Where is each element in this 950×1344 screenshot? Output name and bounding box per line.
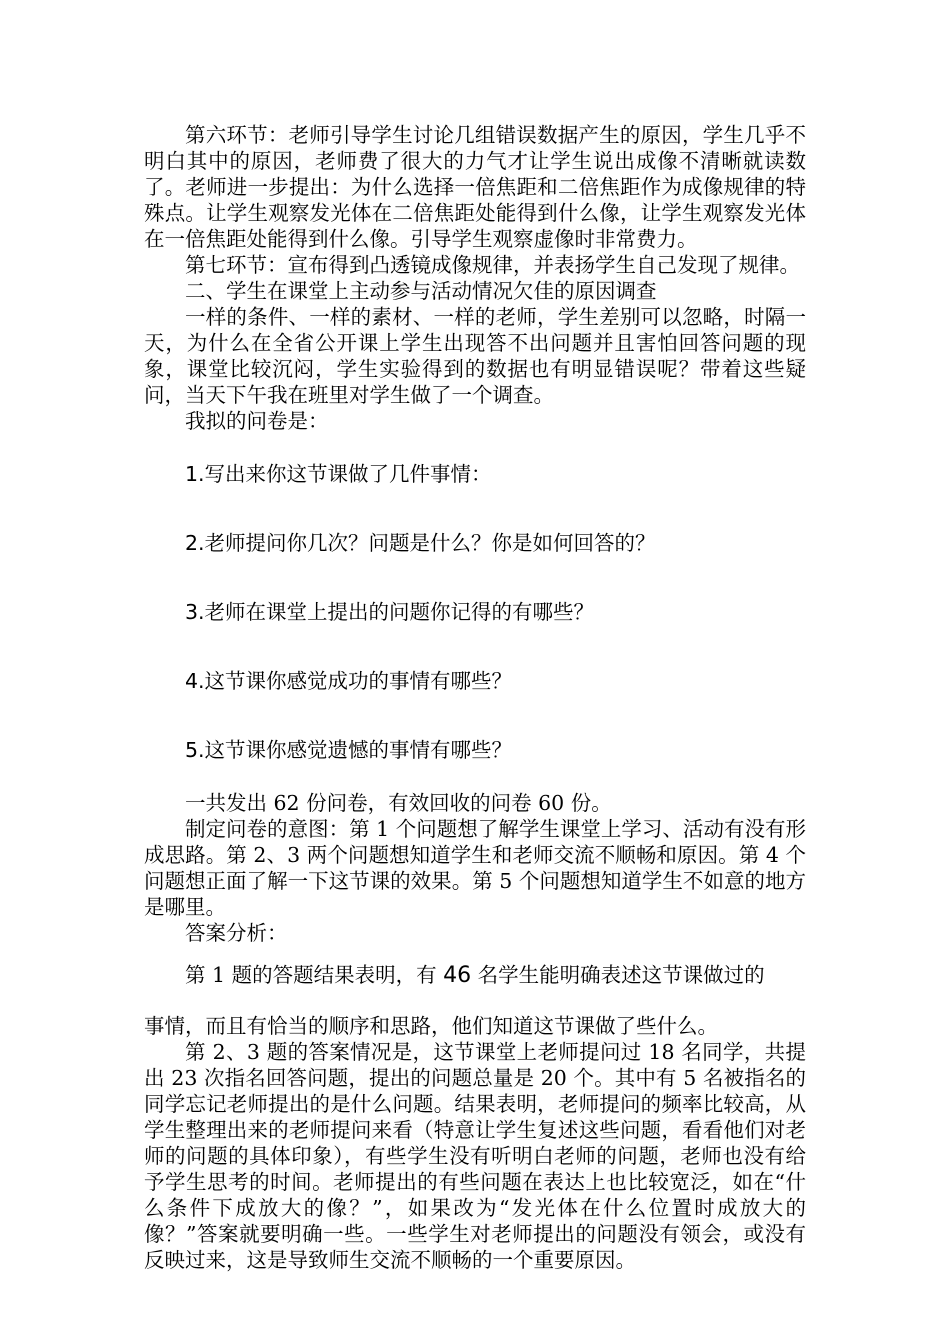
question-item: 5.这节课你感觉遗憾的事情有哪些？	[185, 738, 513, 762]
paragraph-step-seven: 第七环节：宣布得到凸透镜成像规律，并表扬学生自己发现了规律。	[185, 253, 800, 277]
paragraph-q1-result-cont: 事情，而且有恰当的顺序和思路，他们知道这节课做了些什么。	[144, 1014, 718, 1038]
q1-result-text-a: 第 1 题的答题结果表明，有	[185, 963, 444, 987]
q1-result-count: 46	[443, 963, 472, 988]
q1-result-text-b: 名学生能明确表述这节课做过的	[471, 963, 765, 987]
question-item: 2.老师提问你几次？问题是什么？你是如何回答的？	[185, 531, 656, 555]
question-item: 3.老师在课堂上提出的问题你记得的有哪些？	[185, 600, 595, 624]
question-item: 4.这节课你感觉成功的事情有哪些？	[185, 669, 513, 693]
document-page	[144, 122, 806, 1273]
paragraph-questionnaire-label: 我拟的问卷是：	[185, 409, 329, 433]
paragraph-answer-analysis-label: 答案分析：	[185, 921, 288, 945]
paragraph-q1-result	[144, 962, 806, 989]
paragraph-questionnaire-intent: 制定问卷的意图：第 1 个问题想了解学生课堂上学习、活动有没有形成思路。第 2、3 两个问题想知道学生和老师交流不顺畅和原因。第 4 个问题想正面了解一下这节课的效果。第 5 个问题想知道学生不如意的地方是哪里。	[144, 817, 806, 919]
question-item: 1.写出来你这节课做了几件事情：	[185, 462, 492, 486]
paragraph-q2-q3-result: 第 2、3 题的答案情况是，这节课堂上老师提问过 18 名同学，共提出 23 次指名回答问题，提出的问题总量是 20 个。其中有 5 名被指名的同学忘记老师提出的是什么问题。结果表明，老师提问的频率比较高，从学生整理出来的老师提问来看（特意让学生复述这些问题，看看他们对老师的问题的具体印象），有些学生没有听明白老师的问题，老师也没有给予学生思考的时间。老师提出的有些问题在表达上也比较宽泛，如在“什么条件下成放大的像？”，如果改为“发光体在什么位置时成放大的像？”答案就要明确一些。一些学生对老师提出的问题没有领会，或没有反映过来，这是导致师生交流不顺畅的一个重要原因。	[144, 1040, 806, 1272]
paragraph-survey-intro: 一样的条件、一样的素材、一样的老师，学生差别可以忽略，时隔一天，为什么在全省公开课上学生出现答不出问题并且害怕回答问题的现象，课堂比较沉闷，学生实验得到的数据也有明显错误呢？带着这些疑问，当天下午我在班里对学生做了一个调查。	[144, 305, 806, 407]
section-heading-survey: 二、学生在课堂上主动参与活动情况欠佳的原因调查	[185, 279, 657, 303]
paragraph-distribution: 一共发出 62 份问卷，有效回收的问卷 60 份。	[185, 791, 612, 815]
paragraph-step-six: 第六环节：老师引导学生讨论几组错误数据产生的原因，学生几乎不明白其中的原因，老师费了很大的力气才让学生说出成像不清晰就读数了。老师进一步提出：为什么选择一倍焦距和二倍焦距作为成像规律的特殊点。让学生观察发光体在二倍焦距处能得到什么像，让学生观察发光体在一倍焦距处能得到什么像。引导学生观察虚像时非常费力。	[144, 123, 806, 251]
